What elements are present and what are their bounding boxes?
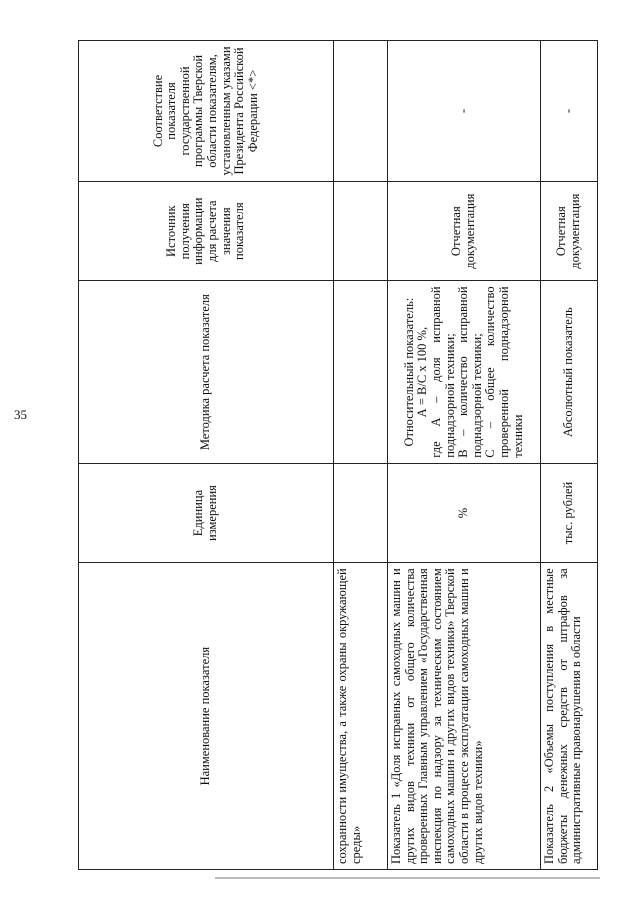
method-line: А = В/С х 100 %, bbox=[415, 326, 430, 418]
row-0-name: сохранности имущества, а также охраны окружающей среды» bbox=[334, 563, 388, 870]
row-1-source: Отчетная документация bbox=[388, 181, 541, 280]
row-0-source bbox=[334, 181, 388, 280]
table-row bbox=[388, 41, 541, 870]
method-line: В – количество исправной поднадзорной техники; bbox=[456, 286, 484, 458]
row-0-unit bbox=[334, 463, 388, 562]
header-name: Наименование показателя bbox=[79, 563, 334, 870]
header-unit: Единица измерения bbox=[79, 463, 334, 562]
header-source: Источник получения информации для расчета значения показателя bbox=[79, 181, 334, 280]
indicator-table bbox=[78, 40, 598, 870]
table-row bbox=[334, 41, 388, 870]
table-rotator bbox=[78, 40, 597, 870]
table-row bbox=[541, 41, 598, 870]
method-line: С – общее количество проверенной поднадзорной техники bbox=[483, 286, 525, 458]
page-number: 35 bbox=[14, 407, 27, 422]
bottom-rule bbox=[215, 877, 600, 879]
row-1-method bbox=[388, 281, 541, 463]
method-line: Относительный показатель: bbox=[401, 297, 416, 447]
row-2-compliance: - bbox=[541, 41, 598, 182]
row-1-unit: % bbox=[388, 463, 541, 562]
header-compliance: Соответствие показателя государственной программы Тверской области показателям, установленным указами Президента Российской Федерации <*> bbox=[79, 41, 334, 182]
row-1-name: Показатель 1 «Доля исправных самоходных машин и других видов техники от общего количества проверенных Главным управлением «Государственная инспекция по надзору за техническим состоянием самоходных машин и других видов техники» Тверской области в процессе эксплуатации самоходных машин и других видов техники» bbox=[388, 563, 541, 870]
row-2-method: Абсолютный показатель bbox=[541, 281, 598, 463]
header-row bbox=[79, 41, 334, 870]
rotated-table-container bbox=[78, 40, 597, 870]
row-1-compliance: - bbox=[388, 41, 541, 182]
header-method: Методика расчета показателя bbox=[79, 281, 334, 463]
row-0-method bbox=[334, 281, 388, 463]
row-2-source: Отчетная документация bbox=[541, 181, 598, 280]
method-line: где А – доля исправной поднадзорной техники; bbox=[429, 286, 457, 458]
row-2-name: Показатель 2 «Объемы поступления в местные бюджеты денежных средств от штрафов за административные правонарушения в области bbox=[541, 563, 598, 870]
row-2-unit: тыс. рублей bbox=[541, 463, 598, 562]
row-0-compliance bbox=[334, 41, 388, 182]
